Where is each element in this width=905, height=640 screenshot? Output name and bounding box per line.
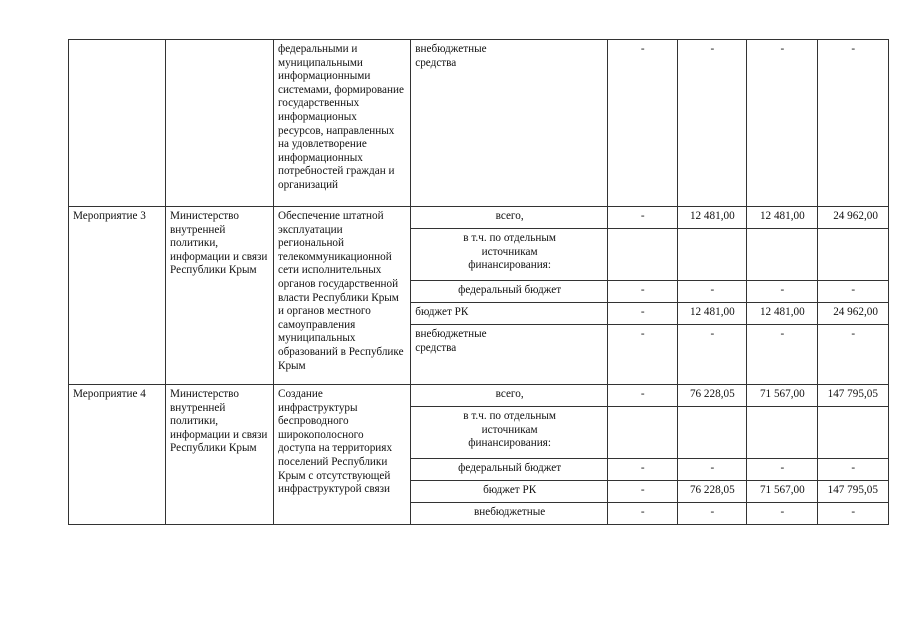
value-cell: - — [608, 481, 678, 503]
event-cell: Мероприятие 3 — [69, 207, 166, 385]
value-cell: - — [677, 325, 747, 385]
table-row — [69, 40, 889, 207]
value-cell: 12 481,00 — [747, 303, 817, 325]
value-cell: - — [747, 281, 817, 303]
value-cell: 71 567,00 — [747, 481, 817, 503]
description-cell: Обеспечение штатной эксплуатации региональной телекоммуникационной сети исполнительных органов государственной власти Республики Крым и органов местного самоуправления муниципальных образований в Республике Крым — [273, 207, 410, 385]
value-cell: - — [747, 503, 817, 525]
value-cell: 12 481,00 — [747, 207, 817, 229]
source-cell: в т.ч. по отдельным источникам финансирования: — [411, 407, 608, 459]
value-cell — [817, 229, 888, 281]
value-cell: 12 481,00 — [677, 303, 747, 325]
value-cell: - — [677, 503, 747, 525]
value-cell: - — [677, 40, 747, 207]
value-cell: - — [608, 503, 678, 525]
value-cell: - — [747, 40, 817, 207]
value-cell: - — [608, 40, 678, 207]
value-cell: - — [608, 385, 678, 407]
value-cell — [677, 229, 747, 281]
value-cell: - — [817, 325, 888, 385]
source-cell: всего, — [411, 207, 608, 229]
table-row — [69, 207, 889, 229]
value-cell — [747, 229, 817, 281]
event-cell — [69, 40, 166, 207]
value-cell: - — [747, 459, 817, 481]
value-cell — [608, 229, 678, 281]
value-cell: - — [817, 459, 888, 481]
value-cell: - — [608, 459, 678, 481]
value-cell: - — [817, 503, 888, 525]
description-cell: федеральными и муниципальными информационными системами, формирование государственных информационых ресурсов, направленных на удовлетворение информационных потребностей граждан и организаций — [273, 40, 410, 207]
value-cell: - — [608, 303, 678, 325]
value-cell — [747, 407, 817, 459]
value-cell — [817, 407, 888, 459]
value-cell: 147 795,05 — [817, 481, 888, 503]
value-cell: 12 481,00 — [677, 207, 747, 229]
executor-cell — [166, 40, 274, 207]
value-cell: 76 228,05 — [677, 481, 747, 503]
value-cell: - — [677, 281, 747, 303]
value-cell: 147 795,05 — [817, 385, 888, 407]
value-cell: - — [817, 281, 888, 303]
table-row — [69, 385, 889, 407]
value-cell: - — [677, 459, 747, 481]
source-cell: федеральный бюджет — [411, 281, 608, 303]
source-cell: внебюджетные средства — [411, 40, 608, 207]
financing-table — [68, 39, 889, 525]
source-cell: внебюджетные средства — [411, 325, 608, 385]
value-cell: 76 228,05 — [677, 385, 747, 407]
description-cell: Создание инфраструктуры беспроводного широкополосного доступа на территориях поселений Республики Крым с отсутствующей инфраструктурой связи — [273, 385, 410, 525]
value-cell — [677, 407, 747, 459]
value-cell: 24 962,00 — [817, 207, 888, 229]
value-cell: 71 567,00 — [747, 385, 817, 407]
executor-cell: Министерство внутренней политики, информации и связи Республики Крым — [166, 385, 274, 525]
value-cell: - — [817, 40, 888, 207]
source-cell: в т.ч. по отдельным источникам финансирования: — [411, 229, 608, 281]
executor-cell: Министерство внутренней политики, информации и связи Республики Крым — [166, 207, 274, 385]
event-cell: Мероприятие 4 — [69, 385, 166, 525]
source-cell: бюджет РК — [411, 303, 608, 325]
value-cell: 24 962,00 — [817, 303, 888, 325]
value-cell: - — [608, 207, 678, 229]
source-cell: внебюджетные — [411, 503, 608, 525]
source-cell: бюджет РК — [411, 481, 608, 503]
source-cell: всего, — [411, 385, 608, 407]
source-cell: федеральный бюджет — [411, 459, 608, 481]
value-cell: - — [608, 325, 678, 385]
value-cell: - — [608, 281, 678, 303]
value-cell — [608, 407, 678, 459]
value-cell: - — [747, 325, 817, 385]
